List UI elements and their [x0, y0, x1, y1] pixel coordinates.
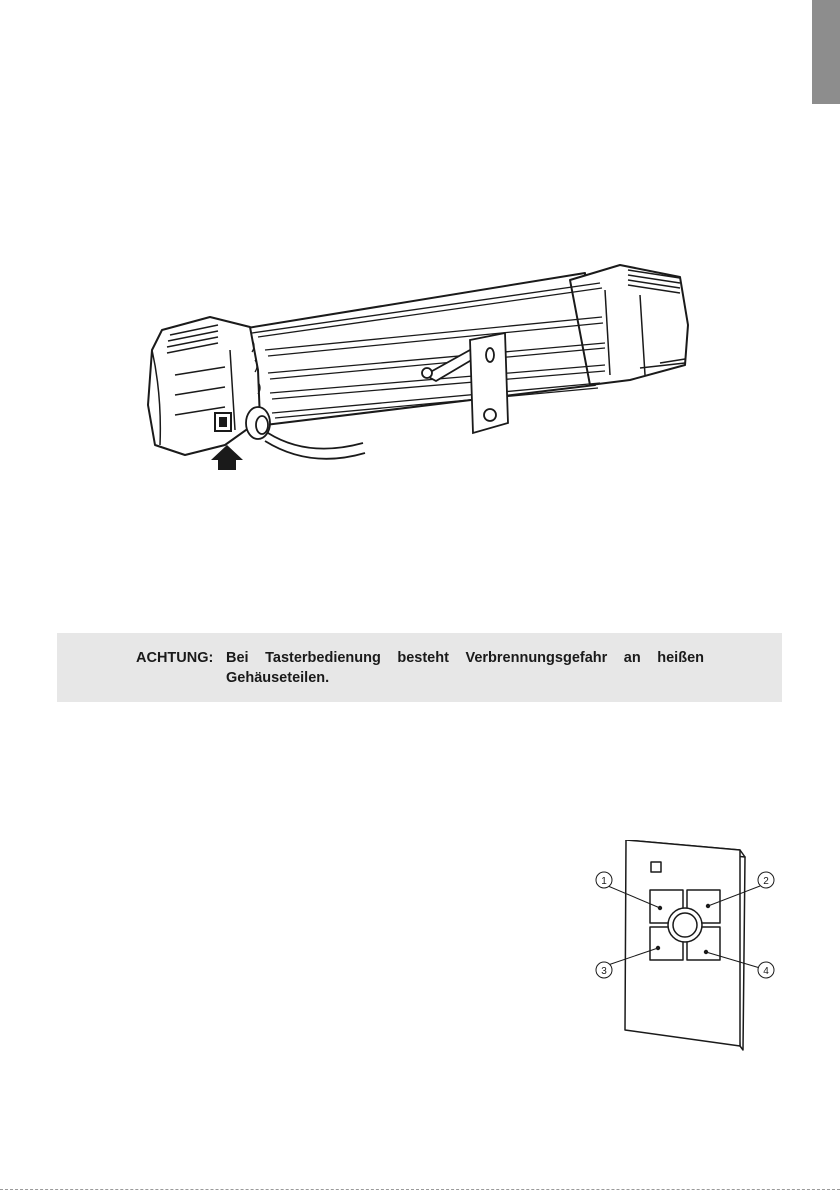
callout-4-label: 4: [763, 966, 769, 977]
heater-illustration: [140, 255, 700, 470]
callout-2-label: 2: [763, 876, 769, 887]
callout-1-label: 1: [601, 876, 607, 887]
arrow-up-icon: [211, 445, 243, 470]
callout-3-label: 3: [601, 966, 607, 977]
warning-text-line1: Bei Tasterbedienung besteht Verbrennungsgefahr an heißen: [226, 650, 704, 666]
language-tab: [812, 0, 840, 104]
warning-label: ACHTUNG:: [136, 650, 214, 666]
control-panel-illustration: [590, 840, 790, 1055]
warning-text-line2: Gehäuseteilen.: [226, 670, 330, 686]
footer-rule: [0, 1189, 840, 1190]
